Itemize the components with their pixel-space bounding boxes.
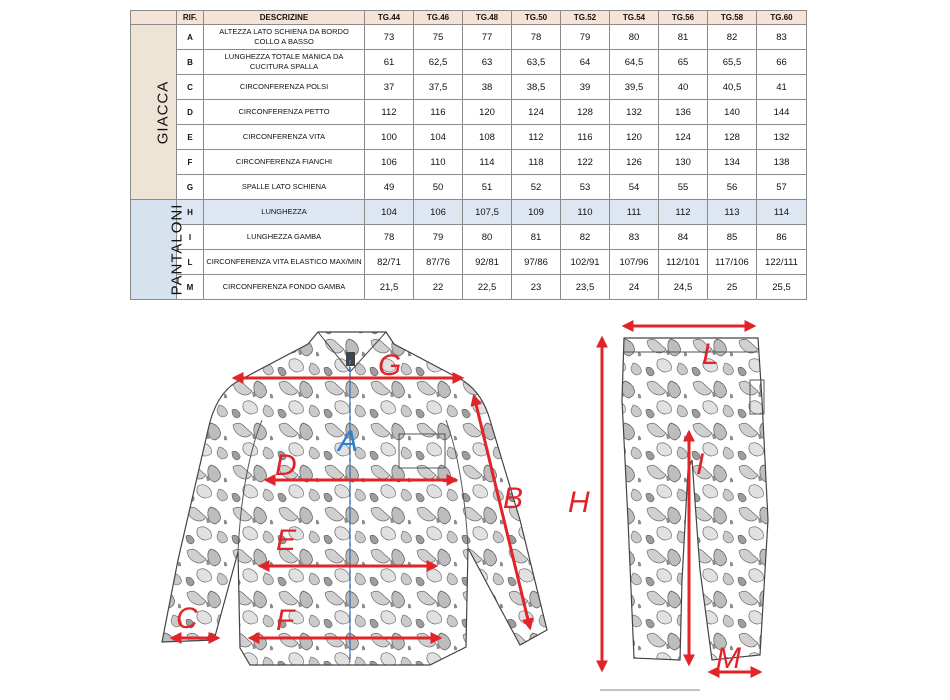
row-description: SPALLE LATO SCHIENA [204,175,365,200]
row-ref: H [177,200,204,225]
size-value: 104 [414,125,463,150]
size-value: 22,5 [463,275,512,300]
size-value: 57 [757,175,807,200]
size-value: 81 [659,25,708,50]
size-value: 25,5 [757,275,807,300]
size-value: 120 [463,100,512,125]
size-value: 132 [610,100,659,125]
size-value: 41 [757,75,807,100]
label-l: L [702,338,719,371]
size-value: 63 [463,50,512,75]
size-value: 38,5 [512,75,561,100]
size-value: 61 [365,50,414,75]
label-c: C [176,602,198,635]
label-a: A [338,425,359,458]
header-size: TG.60 [757,11,807,25]
size-value: 107/96 [610,250,659,275]
header-size: TG.54 [610,11,659,25]
size-value: 24 [610,275,659,300]
size-value: 102/91 [561,250,610,275]
header-size: TG.44 [365,11,414,25]
size-value: 107,5 [463,200,512,225]
size-value: 128 [561,100,610,125]
row-ref: C [177,75,204,100]
size-value: 66 [757,50,807,75]
size-value: 78 [512,25,561,50]
size-value: 109 [512,200,561,225]
row-description: CIRCONFERENZA PETTO [204,100,365,125]
size-value: 63,5 [512,50,561,75]
pants-drawing [600,338,768,690]
size-value: 87/76 [414,250,463,275]
size-value: 38 [463,75,512,100]
header-size: TG.52 [561,11,610,25]
jacket-group-label: GIACCA [154,80,172,144]
size-value: 80 [463,225,512,250]
size-value: 140 [708,100,757,125]
size-value: 82/71 [365,250,414,275]
size-value: 65,5 [708,50,757,75]
size-value: 116 [414,100,463,125]
jacket-shape [162,332,547,665]
label-b: B [503,482,524,515]
size-value: 85 [708,225,757,250]
size-value: 92/81 [463,250,512,275]
size-value: 24,5 [659,275,708,300]
label-i: I [696,448,705,481]
size-value: 112 [659,200,708,225]
size-value: 124 [659,125,708,150]
size-value: 83 [610,225,659,250]
header-size: TG.56 [659,11,708,25]
size-value: 77 [463,25,512,50]
size-value: 116 [561,125,610,150]
row-ref: A [177,25,204,50]
size-value: 106 [365,150,414,175]
size-value: 110 [561,200,610,225]
row-ref: L [177,250,204,275]
size-value: 64,5 [610,50,659,75]
size-value: 40,5 [708,75,757,100]
label-e: E [276,524,297,557]
label-d: D [275,449,297,482]
row-description: CIRCONFERENZA VITA ELASTICO MAX/MIN [204,250,365,275]
size-value: 122 [561,150,610,175]
row-description: ALTEZZA LATO SCHIENA DA BORDO COLLO A BASSO [204,25,365,50]
size-value: 22 [414,275,463,300]
size-value: 56 [708,175,757,200]
row-ref: E [177,125,204,150]
size-value: 73 [365,25,414,50]
row-ref: I [177,225,204,250]
row-description: CIRCONFERENZA POLSI [204,75,365,100]
size-value: 52 [512,175,561,200]
pants-group-label: PANTALONI [168,203,186,296]
size-value: 64 [561,50,610,75]
size-value: 144 [757,100,807,125]
size-value: 62,5 [414,50,463,75]
size-value: 37 [365,75,414,100]
size-value: 23,5 [561,275,610,300]
size-value: 132 [757,125,807,150]
size-value: 134 [708,150,757,175]
size-value: 37,5 [414,75,463,100]
label-m: M [716,642,741,675]
size-value: 106 [414,200,463,225]
size-value: 120 [610,125,659,150]
size-value: 100 [365,125,414,150]
size-value: 25 [708,275,757,300]
size-value: 111 [610,200,659,225]
size-value: 97/86 [512,250,561,275]
size-value: 39 [561,75,610,100]
size-value: 112/101 [659,250,708,275]
size-value: 84 [659,225,708,250]
size-value: 126 [610,150,659,175]
size-value: 114 [463,150,512,175]
size-value: 117/106 [708,250,757,275]
size-value: 79 [414,225,463,250]
size-value: 108 [463,125,512,150]
size-value: 112 [512,125,561,150]
pants-shape [622,338,768,660]
size-value: 50 [414,175,463,200]
header-size: TG.48 [463,11,512,25]
size-value: 130 [659,150,708,175]
size-value: 86 [757,225,807,250]
row-description: CIRCONFERENZA FONDO GAMBA [204,275,365,300]
header-size: TG.58 [708,11,757,25]
label-g: G [378,349,402,382]
size-value: 122/111 [757,250,807,275]
row-ref: B [177,50,204,75]
size-value: 40 [659,75,708,100]
size-value: 113 [708,200,757,225]
label-f: F [276,604,295,637]
size-value: 75 [414,25,463,50]
size-value: 110 [414,150,463,175]
row-ref: D [177,100,204,125]
size-value: 118 [512,150,561,175]
size-value: 128 [708,125,757,150]
size-value: 138 [757,150,807,175]
header-description: DESCRIZINE [204,11,365,25]
size-value: 124 [512,100,561,125]
header-size: TG.46 [414,11,463,25]
size-value: 55 [659,175,708,200]
size-value: 78 [365,225,414,250]
label-h: H [568,486,590,519]
size-value: 112 [365,100,414,125]
row-description: CIRCONFERENZA VITA [204,125,365,150]
size-value: 39,5 [610,75,659,100]
size-value: 82 [708,25,757,50]
size-value: 65 [659,50,708,75]
size-value: 104 [365,200,414,225]
size-value: 136 [659,100,708,125]
row-description: LUNGHEZZA GAMBA [204,225,365,250]
size-value: 81 [512,225,561,250]
size-value: 49 [365,175,414,200]
header-ref: RIF. [177,11,204,25]
size-value: 54 [610,175,659,200]
row-ref: F [177,150,204,175]
size-value: 82 [561,225,610,250]
size-value: 53 [561,175,610,200]
size-value: 21,5 [365,275,414,300]
size-value: 80 [610,25,659,50]
row-description: LUNGHEZZA [204,200,365,225]
row-description: LUNGHEZZA TOTALE MANICA DA CUCITURA SPALLA [204,50,365,75]
size-value: 79 [561,25,610,50]
size-value: 23 [512,275,561,300]
row-ref: G [177,175,204,200]
header-size: TG.50 [512,11,561,25]
row-description: CIRCONFERENZA FIANCHI [204,150,365,175]
size-value: 51 [463,175,512,200]
jacket-drawing [162,332,547,665]
size-value: 114 [757,200,807,225]
size-value: 83 [757,25,807,50]
row-ref: M [177,275,204,300]
